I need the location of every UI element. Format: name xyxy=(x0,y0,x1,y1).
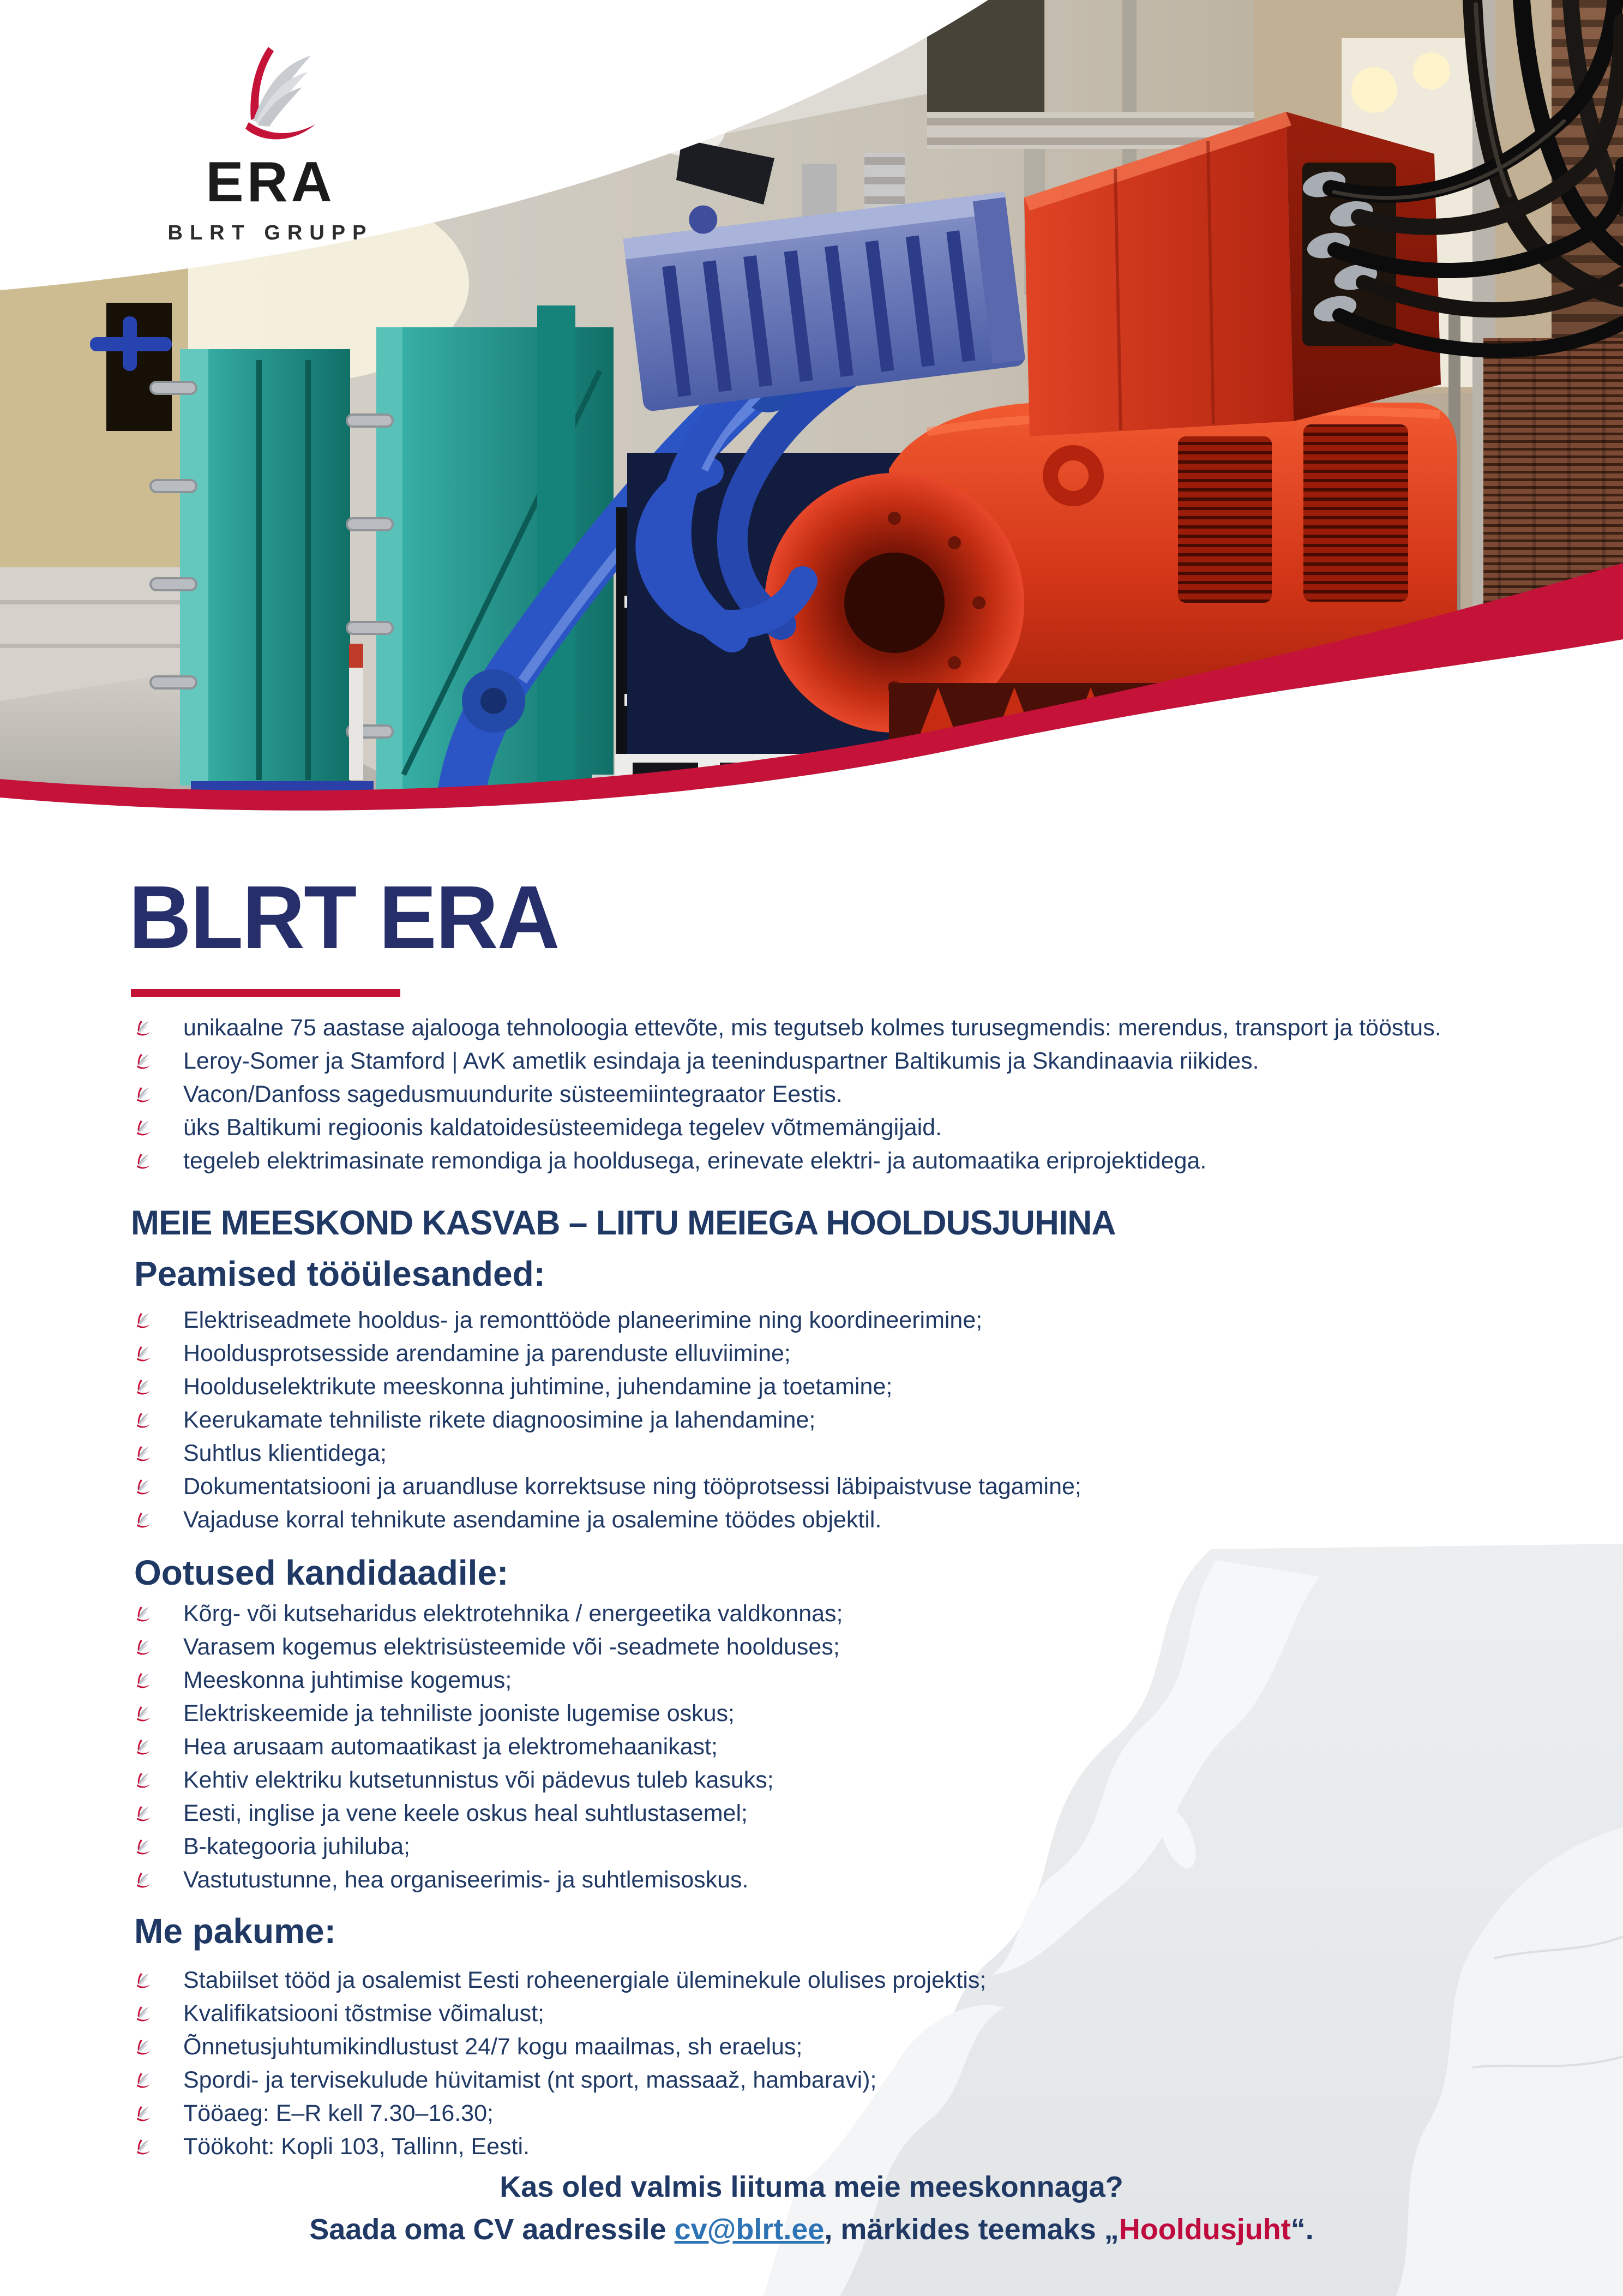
era-bullet-icon xyxy=(133,1479,152,1495)
duties-list xyxy=(133,1304,1562,1537)
era-bullet-icon xyxy=(133,1312,152,1329)
list-item xyxy=(133,1964,1562,1997)
list-item-text: tegeleb elektrimasinate remondiga ja hooldusega, erinevate elektri- ja automaatika eriprojektidega. xyxy=(183,1148,1207,1174)
list-item-text: Elektriskeemide ja tehniliste jooniste lugemise oskus; xyxy=(183,1700,735,1727)
list-item xyxy=(133,1597,1562,1630)
list-item xyxy=(133,1370,1562,1404)
offer-list xyxy=(133,1964,1562,2163)
list-item xyxy=(133,1630,1562,1664)
list-item-text: Spordi- ja tervisekulude hüvitamist (nt sport, massaaž, hambaravi); xyxy=(183,2067,877,2093)
era-bullet-icon xyxy=(133,1120,152,1136)
list-item xyxy=(133,1764,1562,1797)
era-bullet-icon xyxy=(133,1606,152,1622)
era-bullet-icon xyxy=(133,1053,152,1070)
list-item xyxy=(133,1045,1562,1078)
list-item-text: Kvalifikatsiooni tõstmise võimalust; xyxy=(183,2000,544,2027)
era-bullet-icon xyxy=(133,1872,152,1889)
era-bullet-icon xyxy=(133,1973,152,1989)
list-item xyxy=(133,1863,1562,1897)
era-bullet-icon xyxy=(133,1153,152,1170)
cta-middle: , märkides teemaks „ xyxy=(824,2213,1119,2246)
list-item-text: Vajaduse korral tehnikute asendamine ja osalemine töödes objektil. xyxy=(183,1507,882,1533)
era-bullet-icon xyxy=(133,1806,152,1822)
era-logo-mark-icon xyxy=(221,44,320,151)
era-bullet-icon xyxy=(133,1706,152,1722)
list-item-text: Suhtlus klientidega; xyxy=(183,1440,387,1466)
era-bullet-icon xyxy=(133,2039,152,2055)
list-item-text: Leroy-Somer ja Stamford | AvK ametlik esindaja ja teeninduspartner Baltikumis ja Skandinaavia riikides. xyxy=(183,1048,1259,1074)
list-item-text: Keerukamate tehniliste rikete diagnoosimine ja lahendamine; xyxy=(183,1407,816,1433)
list-item xyxy=(133,1470,1562,1503)
list-item xyxy=(133,1337,1562,1370)
list-item xyxy=(133,2130,1562,2163)
list-item-text: Tööaeg: E–R kell 7.30–16.30; xyxy=(183,2100,494,2126)
list-item xyxy=(133,1437,1562,1470)
era-bullet-icon xyxy=(133,1772,152,1789)
cta-prefix: Saada oma CV aadressile xyxy=(309,2213,675,2246)
list-item-text: Kehtiv elektriku kutsetunnistus või pädevus tuleb kasuks; xyxy=(183,1767,774,1793)
section-heading-duties: Peamised tööülesanded: xyxy=(134,1254,545,1293)
era-bullet-icon xyxy=(133,2006,152,2022)
email-link[interactable]: cv@blrt.ee xyxy=(674,2213,825,2246)
list-item-text: B-kategooria juhiluba; xyxy=(183,1833,410,1860)
page-title: BLRT ERA xyxy=(129,867,559,967)
list-item xyxy=(133,1404,1562,1437)
list-item xyxy=(133,1664,1562,1697)
logo-era-text: ERA xyxy=(206,151,335,214)
list-item-text: Elektriseadmete hooldus- ja remonttööde planeerimine ning koordineerimine; xyxy=(183,1307,983,1333)
section-heading-expectations: Ootused kandidaadile: xyxy=(134,1553,509,1592)
list-item-text: Stabiilset tööd ja osalemist Eesti roheenergiale üleminekule olulises projektis; xyxy=(183,1967,987,1993)
era-bullet-icon xyxy=(133,2106,152,2122)
list-item-text: unikaalne 75 aastase ajalooga tehnoloogia ettevõte, mis tegutseb kolmes turusegmendis: merendus, transport ja tööstus. xyxy=(183,1015,1441,1041)
list-item-text: Kõrg- või kutseharidus elektrotehnika / energeetika valdkonnas; xyxy=(183,1600,843,1627)
list-item-text: Hooldusprotsesside arendamine ja parenduste elluviimine; xyxy=(183,1340,791,1366)
list-item-text: Hoolduselektrikute meeskonna juhtimine, juhendamine ja toetamine; xyxy=(183,1374,893,1400)
list-item-text: Töökoht: Kopli 103, Tallinn, Eesti. xyxy=(183,2133,530,2160)
headline: MEIE MEESKOND KASVAB – LIITU MEIEGA HOOLDUSJUHINA xyxy=(131,1204,1116,1242)
era-bullet-icon xyxy=(133,1412,152,1429)
list-item-text: üks Baltikumi regioonis kaldatoidesüsteemidega tegelev võtmemängijaid. xyxy=(183,1114,942,1141)
list-item xyxy=(133,1111,1562,1144)
era-bullet-icon xyxy=(133,1379,152,1395)
era-bullet-icon xyxy=(133,1346,152,1362)
cta-job-title: Hooldusjuht xyxy=(1119,2213,1291,2246)
list-item xyxy=(133,1144,1562,1178)
footer-question: Kas oled valmis liituma meie meeskonnaga? xyxy=(500,2171,1123,2203)
list-item xyxy=(133,1830,1562,1863)
section-heading-offer: Me pakume: xyxy=(134,1911,336,1951)
era-bullet-icon xyxy=(133,1087,152,1103)
era-bullet-icon xyxy=(133,1020,152,1036)
era-bullet-icon xyxy=(133,1739,152,1755)
era-bullet-icon xyxy=(133,1839,152,1855)
era-bullet-icon xyxy=(133,1672,152,1689)
company-logo xyxy=(161,44,380,245)
list-item xyxy=(133,1997,1562,2030)
intro-list xyxy=(133,1011,1562,1178)
era-bullet-icon xyxy=(133,1446,152,1462)
logo-grupp-text: BLRT GRUPP xyxy=(167,221,374,244)
list-item xyxy=(133,1797,1562,1830)
era-bullet-icon xyxy=(133,1639,152,1656)
title-underline xyxy=(131,989,400,997)
cta-suffix: “. xyxy=(1290,2213,1314,2246)
expectations-list xyxy=(133,1597,1562,1897)
list-item-text: Meeskonna juhtimise kogemus; xyxy=(183,1667,512,1693)
list-item-text: Hea arusaam automaatikast ja elektromehaanikast; xyxy=(183,1734,718,1760)
list-item-text: Varasem kogemus elektrisüsteemide või -seadmete hoolduses; xyxy=(183,1634,840,1660)
list-item-text: Dokumentatsiooni ja aruandluse korrektsuse ning tööprotsessi läbipaistvuse tagamine; xyxy=(183,1473,1081,1500)
era-bullet-icon xyxy=(133,1512,152,1528)
list-item xyxy=(133,1011,1562,1045)
list-item-text: Vastutustunne, hea organiseerimis- ja suhtlemisoskus. xyxy=(183,1867,749,1893)
era-bullet-icon xyxy=(133,2072,152,2089)
list-item xyxy=(133,2064,1562,2097)
list-item xyxy=(133,1078,1562,1111)
list-item xyxy=(133,1697,1562,1730)
list-item xyxy=(133,1730,1562,1764)
list-item xyxy=(133,1503,1562,1537)
list-item-text: Vacon/Danfoss sagedusmuundurite süsteemiintegraator Eestis. xyxy=(183,1081,843,1107)
list-item-text: Eesti, inglise ja vene keele oskus heal suhtlustasemel; xyxy=(183,1800,748,1826)
list-item xyxy=(133,2097,1562,2130)
list-item-text: Õnnetusjuhtumikindlustust 24/7 kogu maailmas, sh eraelus; xyxy=(183,2034,803,2060)
footer-cta xyxy=(0,2213,1623,2246)
era-bullet-icon xyxy=(133,2139,152,2155)
list-item xyxy=(133,1304,1562,1337)
list-item xyxy=(133,2030,1562,2064)
